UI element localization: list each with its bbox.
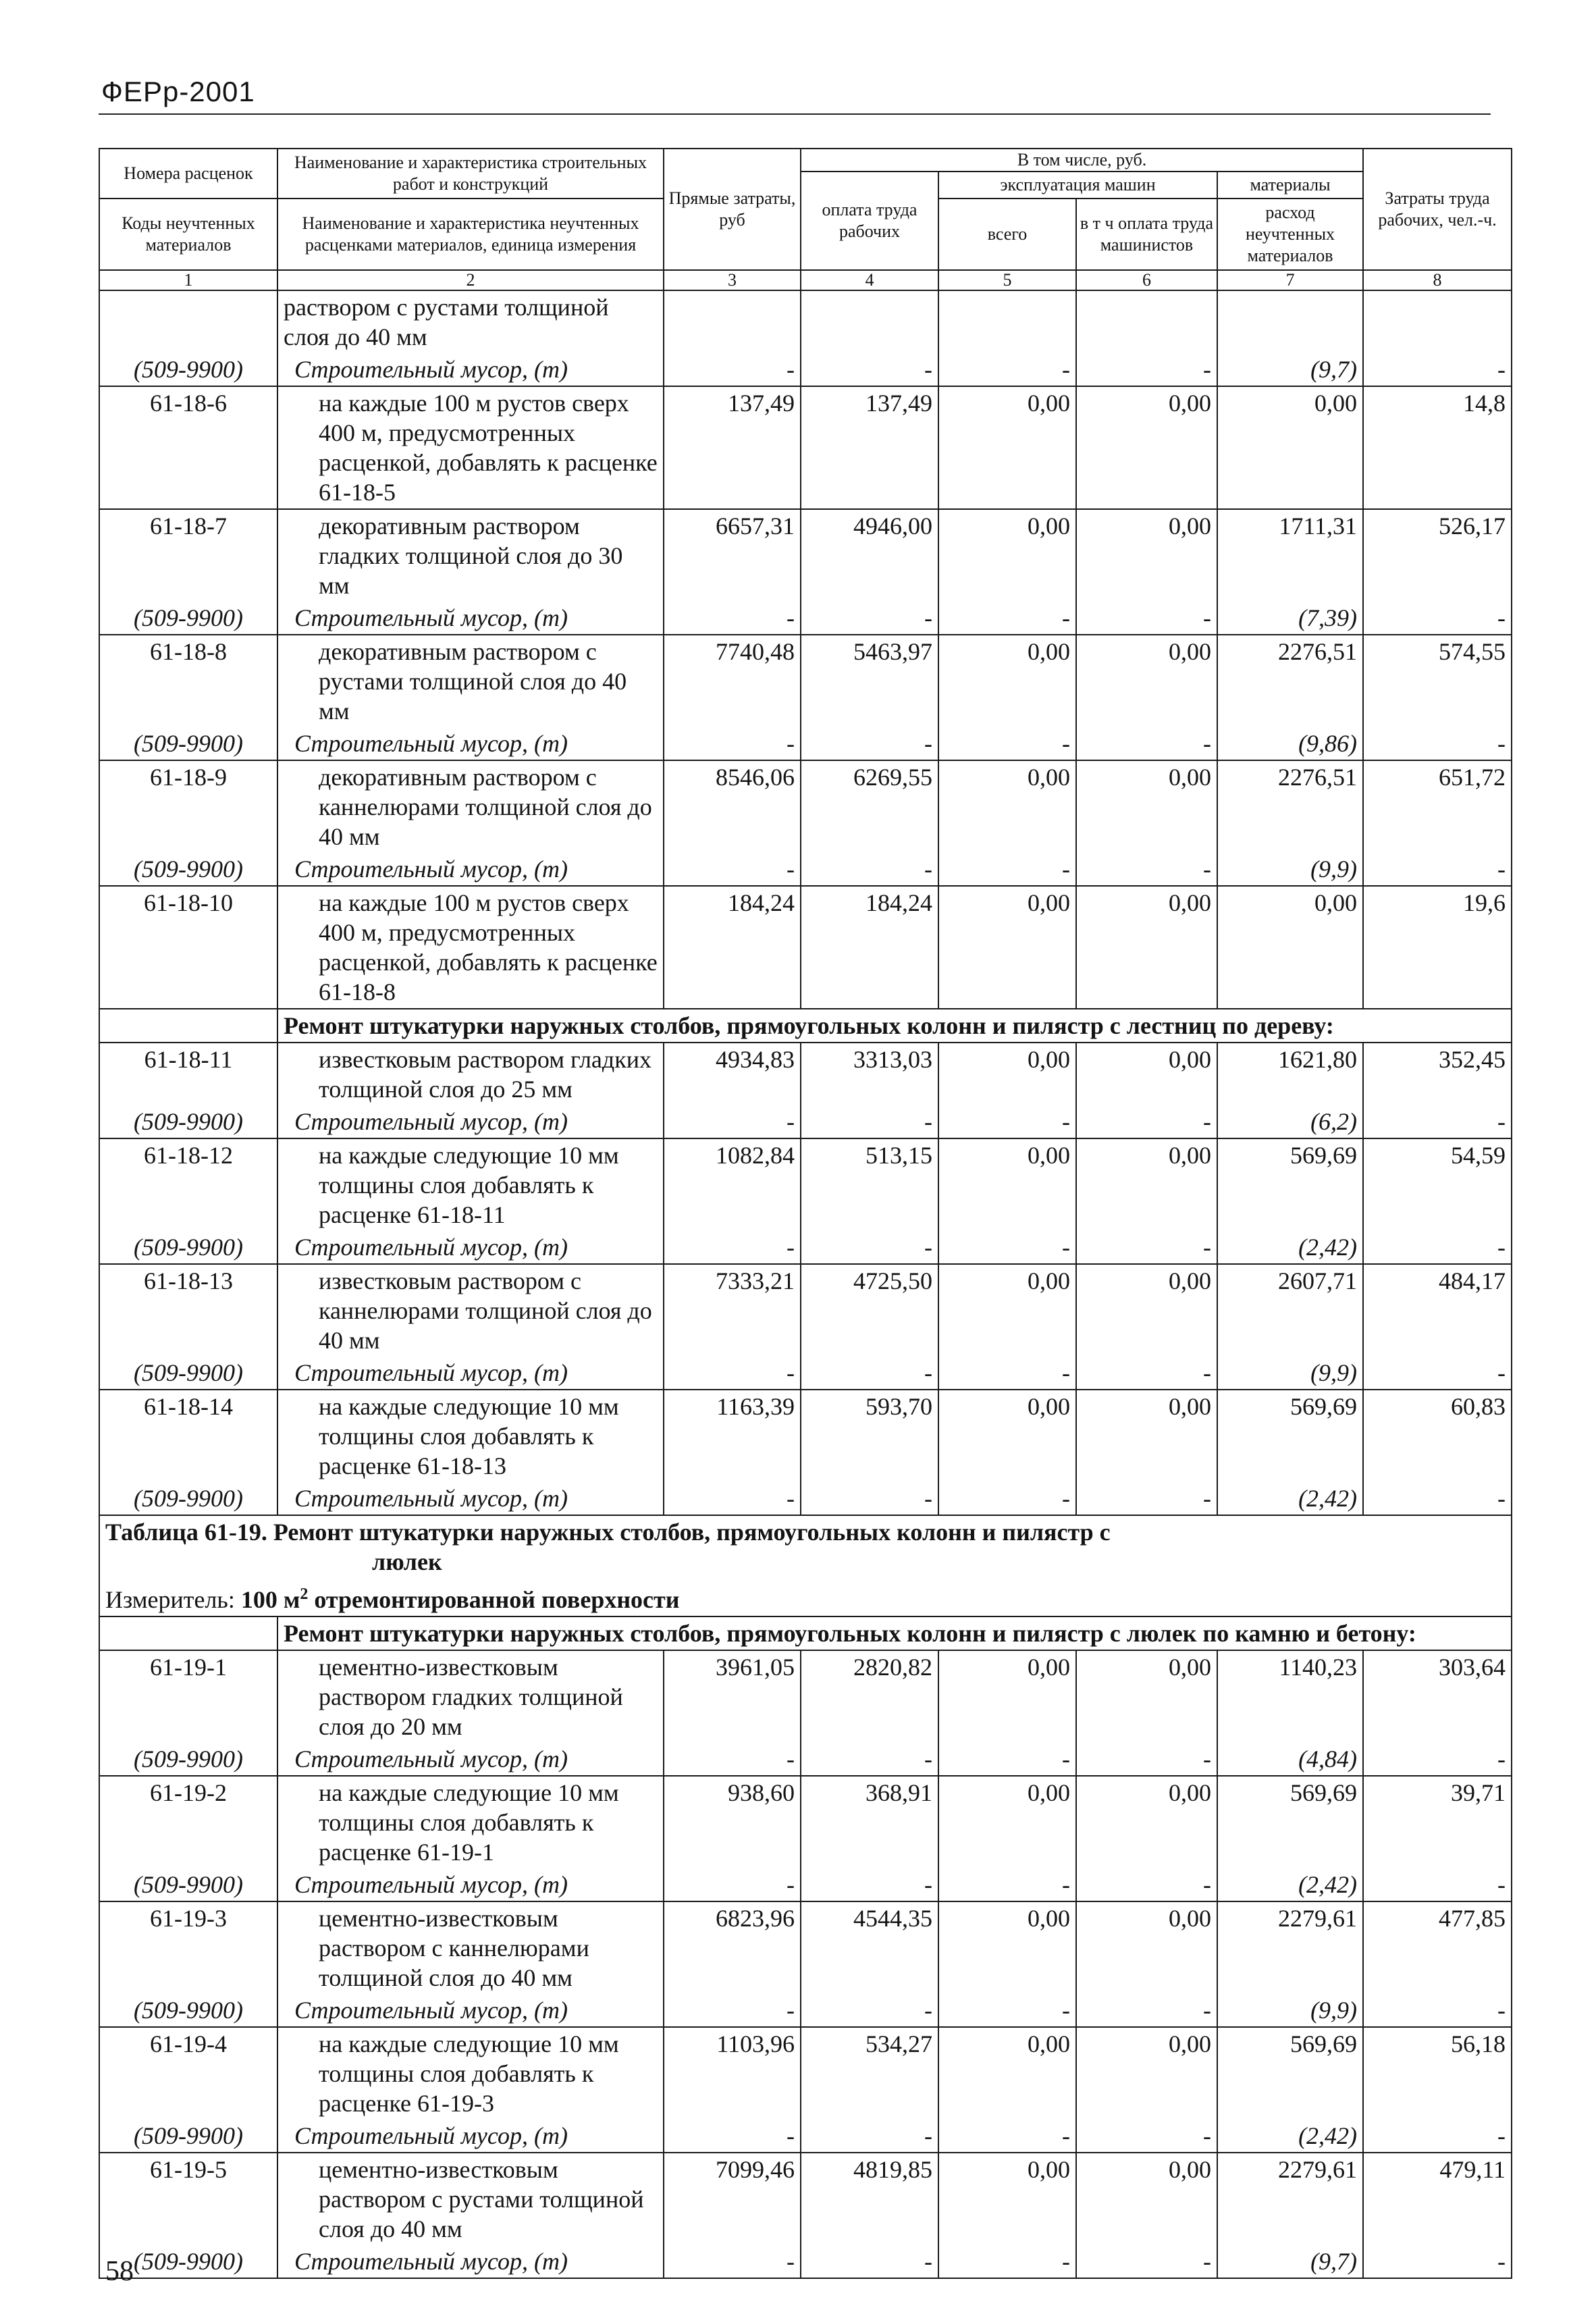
rates-table bbox=[99, 148, 1512, 2279]
material-value-v7: (6,2) bbox=[1217, 1105, 1363, 1138]
material-name: Строительный мусор, (т) bbox=[277, 2120, 664, 2153]
rate-code: 61-18-7 bbox=[99, 509, 277, 602]
rate-code bbox=[99, 290, 277, 353]
rate-value-v8: 54,59 bbox=[1363, 1138, 1512, 1231]
rate-value-v7: 569,69 bbox=[1217, 2027, 1363, 2120]
column-index: 8 bbox=[1363, 270, 1512, 290]
header-row-1 bbox=[99, 149, 1512, 172]
material-code: (509-9900) bbox=[99, 1868, 277, 1901]
rate-value-v5: 0,00 bbox=[938, 760, 1076, 853]
header-labor-hours: Затраты труда рабочих, чел.-ч. bbox=[1363, 149, 1512, 270]
material-row bbox=[99, 602, 1512, 635]
material-name: Строительный мусор, (т) bbox=[277, 1994, 664, 2027]
rate-value-v8: 39,71 bbox=[1363, 1776, 1512, 1868]
rate-value-v7: 2279,61 bbox=[1217, 1901, 1363, 1994]
rate-value-v5: 0,00 bbox=[938, 1138, 1076, 1231]
table-row bbox=[99, 1043, 1512, 1105]
material-value-v3: - bbox=[664, 1868, 801, 1901]
rate-value-v5: 0,00 bbox=[938, 635, 1076, 727]
table-row bbox=[99, 386, 1512, 509]
page-number: 58 bbox=[105, 2256, 134, 2287]
header-materials: материалы bbox=[1217, 172, 1363, 199]
material-value-v5: - bbox=[938, 1105, 1076, 1138]
rate-value bbox=[938, 290, 1076, 353]
column-index: 1 bbox=[99, 270, 277, 290]
rate-value-v6: 0,00 bbox=[1076, 1264, 1217, 1357]
rate-value-v8: 60,83 bbox=[1363, 1390, 1512, 1482]
rate-value-v4: 2820,82 bbox=[801, 1650, 938, 1743]
rate-value-v7: 569,69 bbox=[1217, 1138, 1363, 1231]
rate-value-v4: 3313,03 bbox=[801, 1043, 938, 1105]
rate-value-v5: 0,00 bbox=[938, 509, 1076, 602]
rate-name: декоративным раствором с рустами толщиной слоя до 40 мм bbox=[277, 635, 664, 727]
material-value-v6: - bbox=[1076, 353, 1217, 386]
rate-value-v8: 303,64 bbox=[1363, 1650, 1512, 1743]
table-row bbox=[99, 509, 1512, 602]
material-name: Строительный мусор, (т) bbox=[277, 1357, 664, 1390]
table-row bbox=[99, 1776, 1512, 1868]
material-value-v3: - bbox=[664, 2245, 801, 2278]
material-row bbox=[99, 1357, 1512, 1390]
material-row bbox=[99, 353, 1512, 386]
material-value-v4: - bbox=[801, 602, 938, 635]
header-machines-total: всего bbox=[938, 199, 1076, 270]
measure-value-text: 100 м bbox=[240, 1586, 300, 1613]
material-value-v3: - bbox=[664, 1743, 801, 1776]
rate-value-v5: 0,00 bbox=[938, 1043, 1076, 1105]
material-value-v7: (9,86) bbox=[1217, 727, 1363, 760]
rate-value-v3: 4934,83 bbox=[664, 1043, 801, 1105]
material-row bbox=[99, 853, 1512, 886]
rate-code: 61-18-9 bbox=[99, 760, 277, 853]
rate-value-v4: 534,27 bbox=[801, 2027, 938, 2120]
rate-value-v8: 14,8 bbox=[1363, 386, 1512, 509]
material-value-v5: - bbox=[938, 1482, 1076, 1515]
material-value-v8: - bbox=[1363, 602, 1512, 635]
material-name: Строительный мусор, (т) bbox=[277, 1743, 664, 1776]
table-title bbox=[99, 1515, 1512, 1578]
material-value-v8: - bbox=[1363, 2245, 1512, 2278]
header-operator-pay: в т ч оплата труда машинистов bbox=[1076, 199, 1217, 270]
rate-name: декоративным раствором с каннелюрами толщиной слоя до 40 мм bbox=[277, 760, 664, 853]
measure-unit bbox=[99, 1578, 1512, 1616]
rate-value-v5: 0,00 bbox=[938, 1901, 1076, 1994]
rate-value-v6: 0,00 bbox=[1076, 2153, 1217, 2245]
section-spacer bbox=[99, 1009, 277, 1043]
material-value-v6: - bbox=[1076, 1743, 1217, 1776]
rate-value-v8: 651,72 bbox=[1363, 760, 1512, 853]
rate-value-v3: 6657,31 bbox=[664, 509, 801, 602]
rate-value-v6: 0,00 bbox=[1076, 386, 1217, 509]
material-code: (509-9900) bbox=[99, 1357, 277, 1390]
rate-value-v4: 6269,55 bbox=[801, 760, 938, 853]
rate-value-v5: 0,00 bbox=[938, 2027, 1076, 2120]
column-index: 3 bbox=[664, 270, 801, 290]
material-value-v3: - bbox=[664, 727, 801, 760]
material-value-v6: - bbox=[1076, 2245, 1217, 2278]
rate-code: 61-18-8 bbox=[99, 635, 277, 727]
material-value-v5: - bbox=[938, 853, 1076, 886]
material-code: (509-9900) bbox=[99, 1231, 277, 1264]
material-value-v5: - bbox=[938, 1994, 1076, 2027]
material-value-v7: (2,42) bbox=[1217, 1868, 1363, 1901]
page-header-title: ФЕРр-2001 bbox=[101, 76, 255, 107]
rate-value-v6: 0,00 bbox=[1076, 1390, 1217, 1482]
material-code: (509-9900) bbox=[99, 1994, 277, 2027]
material-code: (509-9900) bbox=[99, 2245, 277, 2278]
material-row bbox=[99, 1743, 1512, 1776]
header-direct-costs: Прямые затраты, руб bbox=[664, 149, 801, 270]
material-value-v7: (9,7) bbox=[1217, 353, 1363, 386]
header-rule bbox=[99, 113, 1491, 115]
material-value-v3: - bbox=[664, 602, 801, 635]
material-value-v3: - bbox=[664, 1994, 801, 2027]
table-row bbox=[99, 2153, 1512, 2245]
material-name: Строительный мусор, (т) bbox=[277, 1482, 664, 1515]
rate-value-v6: 0,00 bbox=[1076, 509, 1217, 602]
header-material-names: Наименование и характеристика неучтенных расценками материалов, единица измерения bbox=[277, 199, 664, 270]
rate-value-v7: 2276,51 bbox=[1217, 635, 1363, 727]
material-code: (509-9900) bbox=[99, 602, 277, 635]
rate-code: 61-19-3 bbox=[99, 1901, 277, 1994]
table-row bbox=[99, 1138, 1512, 1231]
material-value-v5: - bbox=[938, 1231, 1076, 1264]
rate-value-v7: 1140,23 bbox=[1217, 1650, 1363, 1743]
rate-value-v6: 0,00 bbox=[1076, 1650, 1217, 1743]
table-row-continuation bbox=[99, 290, 1512, 353]
material-value-v5: - bbox=[938, 2120, 1076, 2153]
rate-value-v4: 4725,50 bbox=[801, 1264, 938, 1357]
material-row bbox=[99, 2120, 1512, 2153]
material-name: Строительный мусор, (т) bbox=[277, 353, 664, 386]
rate-value-v7: 1621,80 bbox=[1217, 1043, 1363, 1105]
material-row bbox=[99, 1868, 1512, 1901]
material-value-v8: - bbox=[1363, 1357, 1512, 1390]
material-row bbox=[99, 1482, 1512, 1515]
rate-value-v3: 7099,46 bbox=[664, 2153, 801, 2245]
material-value-v4: - bbox=[801, 727, 938, 760]
rate-value-v6: 0,00 bbox=[1076, 760, 1217, 853]
material-value-v8: - bbox=[1363, 2120, 1512, 2153]
header-worker-pay: оплата труда рабочих bbox=[801, 172, 938, 270]
material-name: Строительный мусор, (т) bbox=[277, 1868, 664, 1901]
table-row bbox=[99, 886, 1512, 1009]
rate-value-v4: 5463,97 bbox=[801, 635, 938, 727]
rate-value-v6: 0,00 bbox=[1076, 635, 1217, 727]
rate-value-v4: 368,91 bbox=[801, 1776, 938, 1868]
rate-value-v4: 184,24 bbox=[801, 886, 938, 1009]
material-value-v3: - bbox=[664, 1105, 801, 1138]
material-row bbox=[99, 1231, 1512, 1264]
header-machines: эксплуатация машин bbox=[938, 172, 1217, 199]
measure-prefix: Измеритель: bbox=[105, 1586, 241, 1613]
material-value-v7: (9,9) bbox=[1217, 1994, 1363, 2027]
rate-code: 61-19-5 bbox=[99, 2153, 277, 2245]
rate-value-v4: 593,70 bbox=[801, 1390, 938, 1482]
rate-value-v4: 4946,00 bbox=[801, 509, 938, 602]
material-value-v4: - bbox=[801, 2120, 938, 2153]
material-name: Строительный мусор, (т) bbox=[277, 602, 664, 635]
rate-value-v5: 0,00 bbox=[938, 1264, 1076, 1357]
material-value-v8: - bbox=[1363, 727, 1512, 760]
rate-name: на каждые 100 м рустов сверх 400 м, предусмотренных расценкой, добавлять к расценке 61-18-8 bbox=[277, 886, 664, 1009]
material-value-v3: - bbox=[664, 1357, 801, 1390]
column-index-row bbox=[99, 270, 1512, 290]
material-value-v3: - bbox=[664, 853, 801, 886]
material-value-v4: - bbox=[801, 853, 938, 886]
table-title-row bbox=[99, 1515, 1512, 1578]
material-value-v7: (4,84) bbox=[1217, 1743, 1363, 1776]
header-works-name: Наименование и характеристика строительных работ и конструкций bbox=[277, 149, 664, 199]
material-value-v4: - bbox=[801, 1105, 938, 1138]
material-value-v5: - bbox=[938, 1357, 1076, 1390]
material-value-v5: - bbox=[938, 2245, 1076, 2278]
rate-value-v8: 484,17 bbox=[1363, 1264, 1512, 1357]
rate-value-v7: 2279,61 bbox=[1217, 2153, 1363, 2245]
rate-value-v5: 0,00 bbox=[938, 1390, 1076, 1482]
measure-superscript: 2 bbox=[300, 1585, 309, 1603]
material-value-v4: - bbox=[801, 1482, 938, 1515]
material-value-v5: - bbox=[938, 1868, 1076, 1901]
rate-name: известковым раствором гладких толщиной слоя до 25 мм bbox=[277, 1043, 664, 1105]
table-row bbox=[99, 635, 1512, 727]
material-value-v8: - bbox=[1363, 1994, 1512, 2027]
header-rate-numbers: Номера расценок bbox=[99, 149, 277, 199]
rate-value-v6: 0,00 bbox=[1076, 1776, 1217, 1868]
material-value-v4: - bbox=[801, 2245, 938, 2278]
material-value-v4: - bbox=[801, 1743, 938, 1776]
rate-name: на каждые следующие 10 мм толщины слоя добавлять к расценке 61-19-1 bbox=[277, 1776, 664, 1868]
rate-value-v7: 569,69 bbox=[1217, 1776, 1363, 1868]
material-value-v6: - bbox=[1076, 1482, 1217, 1515]
rate-code: 61-18-14 bbox=[99, 1390, 277, 1482]
rate-name: декоративным раствором гладких толщиной слоя до 30 мм bbox=[277, 509, 664, 602]
measure-value bbox=[241, 1586, 680, 1613]
rate-name: на каждые 100 м рустов сверх 400 м, предусмотренных расценкой, добавлять к расценке 61-18-5 bbox=[277, 386, 664, 509]
rate-name: на каждые следующие 10 мм толщины слоя добавлять к расценке 61-18-13 bbox=[277, 1390, 664, 1482]
rate-value-v3: 184,24 bbox=[664, 886, 801, 1009]
rate-code: 61-19-2 bbox=[99, 1776, 277, 1868]
material-value-v6: - bbox=[1076, 1231, 1217, 1264]
material-code: (509-9900) bbox=[99, 353, 277, 386]
rate-value-v7: 569,69 bbox=[1217, 1390, 1363, 1482]
table-row bbox=[99, 2027, 1512, 2120]
rate-code: 61-18-6 bbox=[99, 386, 277, 509]
rates-table-body bbox=[99, 149, 1512, 2278]
material-code: (509-9900) bbox=[99, 727, 277, 760]
rate-value-v3: 7740,48 bbox=[664, 635, 801, 727]
section-title: Ремонт штукатурки наружных столбов, прямоугольных колонн и пилястр с люлек по камню и бетону: bbox=[277, 1616, 1512, 1650]
rate-value-v8: 477,85 bbox=[1363, 1901, 1512, 1994]
material-value-v7: (9,9) bbox=[1217, 853, 1363, 886]
material-value-v8: - bbox=[1363, 1868, 1512, 1901]
rate-value-v6: 0,00 bbox=[1076, 2027, 1217, 2120]
rate-value-v4: 4544,35 bbox=[801, 1901, 938, 1994]
material-value-v6: - bbox=[1076, 727, 1217, 760]
section-row-stone-concrete bbox=[99, 1616, 1512, 1650]
rate-name: раствором с рустами толщиной слоя до 40 мм bbox=[277, 290, 664, 353]
rate-name: цементно-известковым раствором с рустами толщиной слоя до 40 мм bbox=[277, 2153, 664, 2245]
rate-code: 61-18-13 bbox=[99, 1264, 277, 1357]
material-value-v3: - bbox=[664, 1482, 801, 1515]
rate-value-v3: 1103,96 bbox=[664, 2027, 801, 2120]
material-value-v8: - bbox=[1363, 1231, 1512, 1264]
material-code: (509-9900) bbox=[99, 1743, 277, 1776]
table-row bbox=[99, 1390, 1512, 1482]
table-row bbox=[99, 1650, 1512, 1743]
rate-name: цементно-известковым раствором с каннелюрами толщиной слоя до 40 мм bbox=[277, 1901, 664, 1994]
rate-value-v7: 1711,31 bbox=[1217, 509, 1363, 602]
rate-value-v8: 526,17 bbox=[1363, 509, 1512, 602]
rate-value-v8: 352,45 bbox=[1363, 1043, 1512, 1105]
rate-value-v6: 0,00 bbox=[1076, 886, 1217, 1009]
material-value-v8: - bbox=[1363, 1105, 1512, 1138]
material-value-v8: - bbox=[1363, 353, 1512, 386]
rate-value-v6: 0,00 bbox=[1076, 1138, 1217, 1231]
rate-code: 61-19-1 bbox=[99, 1650, 277, 1743]
material-name: Строительный мусор, (т) bbox=[277, 853, 664, 886]
material-code: (509-9900) bbox=[99, 853, 277, 886]
section-spacer bbox=[99, 1616, 277, 1650]
material-value-v6: - bbox=[1076, 1868, 1217, 1901]
rate-value-v5: 0,00 bbox=[938, 2153, 1076, 2245]
rate-value-v5: 0,00 bbox=[938, 1650, 1076, 1743]
rate-code: 61-18-10 bbox=[99, 886, 277, 1009]
rate-value-v7: 2607,71 bbox=[1217, 1264, 1363, 1357]
rate-value-v8: 19,6 bbox=[1363, 886, 1512, 1009]
rate-value bbox=[801, 290, 938, 353]
rate-value-v4: 513,15 bbox=[801, 1138, 938, 1231]
material-value-v6: - bbox=[1076, 602, 1217, 635]
material-value-v4: - bbox=[801, 1231, 938, 1264]
measure-row bbox=[99, 1578, 1512, 1616]
section-row-wood-stairs bbox=[99, 1009, 1512, 1043]
material-row bbox=[99, 1105, 1512, 1138]
material-value-v5: - bbox=[938, 602, 1076, 635]
header-material-codes: Коды неучтенных материалов bbox=[99, 199, 277, 270]
rate-value-v8: 574,55 bbox=[1363, 635, 1512, 727]
material-value-v6: - bbox=[1076, 1994, 1217, 2027]
material-value-v8: - bbox=[1363, 1482, 1512, 1515]
rate-value-v3: 7333,21 bbox=[664, 1264, 801, 1357]
material-value-v3: - bbox=[664, 1231, 801, 1264]
rate-value-v3: 1163,39 bbox=[664, 1390, 801, 1482]
material-value-v4: - bbox=[801, 1357, 938, 1390]
material-name: Строительный мусор, (т) bbox=[277, 2245, 664, 2278]
material-value-v7: (9,7) bbox=[1217, 2245, 1363, 2278]
material-name: Строительный мусор, (т) bbox=[277, 1231, 664, 1264]
rate-value bbox=[664, 290, 801, 353]
rate-value bbox=[1363, 290, 1512, 353]
rate-value bbox=[1217, 290, 1363, 353]
material-name: Строительный мусор, (т) bbox=[277, 727, 664, 760]
column-index: 6 bbox=[1076, 270, 1217, 290]
rate-value-v8: 479,11 bbox=[1363, 2153, 1512, 2245]
material-value-v5: - bbox=[938, 727, 1076, 760]
material-value-v3: - bbox=[664, 2120, 801, 2153]
rate-name: известковым раствором с каннелюрами толщиной слоя до 40 мм bbox=[277, 1264, 664, 1357]
material-row bbox=[99, 2245, 1512, 2278]
column-index: 5 bbox=[938, 270, 1076, 290]
material-value-v7: (2,42) bbox=[1217, 2120, 1363, 2153]
material-value-v5: - bbox=[938, 1743, 1076, 1776]
rate-value-v3: 3961,05 bbox=[664, 1650, 801, 1743]
material-value-v4: - bbox=[801, 1994, 938, 2027]
material-value-v7: (9,9) bbox=[1217, 1357, 1363, 1390]
material-value-v6: - bbox=[1076, 2120, 1217, 2153]
measure-suffix: отремонтированной поверхности bbox=[308, 1586, 680, 1613]
material-code: (509-9900) bbox=[99, 1105, 277, 1138]
rate-value-v6: 0,00 bbox=[1076, 1901, 1217, 1994]
rate-code: 61-19-4 bbox=[99, 2027, 277, 2120]
material-value-v8: - bbox=[1363, 853, 1512, 886]
rate-code: 61-18-12 bbox=[99, 1138, 277, 1231]
rate-value-v3: 1082,84 bbox=[664, 1138, 801, 1231]
table-title-line-2: люлек bbox=[372, 1548, 442, 1575]
rate-value-v5: 0,00 bbox=[938, 1776, 1076, 1868]
table-title-line-1: Таблица 61-19. Ремонт штукатурки наружных столбов, прямоугольных колонн и пилястр с bbox=[105, 1519, 1111, 1546]
rate-name: цементно-известковым раствором гладких толщиной слоя до 20 мм bbox=[277, 1650, 664, 1743]
material-value-v7: (7,39) bbox=[1217, 602, 1363, 635]
column-index: 4 bbox=[801, 270, 938, 290]
material-code: (509-9900) bbox=[99, 2120, 277, 2153]
rate-code: 61-18-11 bbox=[99, 1043, 277, 1105]
header-including: В том числе, руб. bbox=[801, 149, 1363, 172]
rate-value-v7: 0,00 bbox=[1217, 386, 1363, 509]
rate-value-v3: 137,49 bbox=[664, 386, 801, 509]
rate-name: на каждые следующие 10 мм толщины слоя добавлять к расценке 61-19-3 bbox=[277, 2027, 664, 2120]
material-row bbox=[99, 727, 1512, 760]
rate-value-v3: 8546,06 bbox=[664, 760, 801, 853]
rate-value-v4: 4819,85 bbox=[801, 2153, 938, 2245]
table-row bbox=[99, 760, 1512, 853]
rate-value-v3: 938,60 bbox=[664, 1776, 801, 1868]
section-title: Ремонт штукатурки наружных столбов, прямоугольных колонн и пилястр с лестниц по дереву: bbox=[277, 1009, 1512, 1043]
material-value-v6: - bbox=[1076, 1357, 1217, 1390]
rate-value-v8: 56,18 bbox=[1363, 2027, 1512, 2120]
column-index: 2 bbox=[277, 270, 664, 290]
material-value-v5: - bbox=[938, 353, 1076, 386]
column-index: 7 bbox=[1217, 270, 1363, 290]
material-value-v6: - bbox=[1076, 853, 1217, 886]
table-row bbox=[99, 1901, 1512, 1994]
rate-value-v5: 0,00 bbox=[938, 386, 1076, 509]
material-value-v7: (2,42) bbox=[1217, 1482, 1363, 1515]
material-value-v4: - bbox=[801, 1868, 938, 1901]
rate-value bbox=[1076, 290, 1217, 353]
rate-value-v3: 6823,96 bbox=[664, 1901, 801, 1994]
rate-name: на каждые следующие 10 мм толщины слоя добавлять к расценке 61-18-11 bbox=[277, 1138, 664, 1231]
material-value-v7: (2,42) bbox=[1217, 1231, 1363, 1264]
rate-value-v6: 0,00 bbox=[1076, 1043, 1217, 1105]
material-value-v6: - bbox=[1076, 1105, 1217, 1138]
header-material-consumption: расход неучтенных материалов bbox=[1217, 199, 1363, 270]
table-row bbox=[99, 1264, 1512, 1357]
rate-value-v5: 0,00 bbox=[938, 886, 1076, 1009]
rate-value-v7: 2276,51 bbox=[1217, 760, 1363, 853]
material-code: (509-9900) bbox=[99, 1482, 277, 1515]
rate-value-v4: 137,49 bbox=[801, 386, 938, 509]
rate-value-v7: 0,00 bbox=[1217, 886, 1363, 1009]
material-name: Строительный мусор, (т) bbox=[277, 1105, 664, 1138]
material-value-v3: - bbox=[664, 353, 801, 386]
material-value-v4: - bbox=[801, 353, 938, 386]
material-value-v8: - bbox=[1363, 1743, 1512, 1776]
material-row bbox=[99, 1994, 1512, 2027]
